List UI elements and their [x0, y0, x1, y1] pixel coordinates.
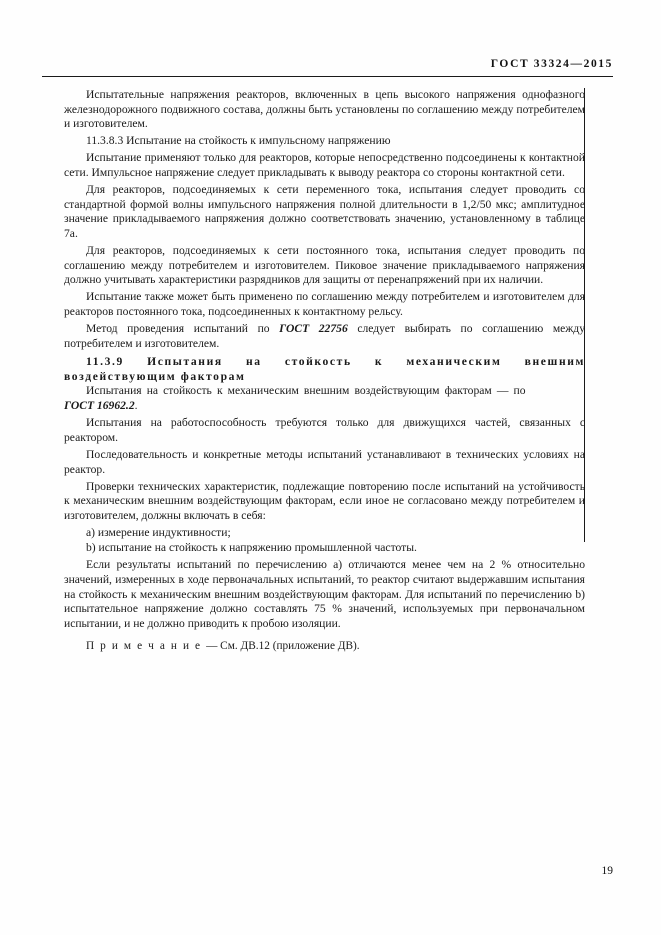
paragraph-3: Испытание применяют только для реакторов, которые непосредственно подсоединены к контактной сети. Импульсное напряжение следует прикладывать к выводу реактора со стороны контактной сети. — [64, 151, 585, 179]
paragraph-8-text-before: Испытания на стойкость к механическим внешним воздействующим факторам — по — [86, 384, 526, 398]
paragraph-9: Испытания на работоспособность требуются только для движущихся частей, связанных с реактором. — [64, 416, 585, 445]
standard-reference-gost-169622: ГОСТ 16962.2 — [64, 399, 135, 413]
page-header-standard: ГОСТ 33324—2015 — [490, 58, 613, 70]
paragraph-1: Испытательные напряжения реакторов, включенных в цепь высокого напряжения однофазного железнодорожного подвижного состава, должны быть установлены по соглашению между потребителем и изготовителем. — [64, 88, 585, 131]
list-item-a: a) измерение индуктивности; — [86, 526, 231, 540]
paragraph-11: Проверки технических характеристик, подлежащие повторению после испытаний на устойчивость к механическим внешним воздействующим факторам, если иное не согласовано между потребителем и изготовителем, должны включать в себя: — [64, 479, 585, 523]
note-block — [64, 639, 585, 654]
note-label: П р и м е ч а н и е — [86, 640, 207, 653]
paragraph-6: Испытание также может быть применено по соглашению между потребителем и изготовителем для реакторов постоянного тока, подсоединенных к контактному рельсу. — [64, 290, 585, 318]
paragraph-5: Для реакторов, подсоединяемых к сети постоянного тока, испытания следует проводить по соглашению между потребителем и изготовителем. Пиковое значение прикладываемого напряжения должно учитывать характеристики разрядников для защиты от перенапряжений при их наличии. — [64, 243, 585, 287]
document-body — [64, 88, 585, 654]
paragraph-14: Если результаты испытаний по перечислению a) отличаются менее чем на 2 % относительно значений, измеренных в ходе первоначальных испытаний, то реактор считают выдержавшим испытания на стойкость к механическим внешним воздействующим факторам. Для испытаний по перечислению b) испытательное напряжение должно составлять 75 % значений, используемых при первоначальном испытании, и не должно приводить к пробою изоляции. — [64, 558, 585, 630]
paragraph-8-text-after: . — [134, 399, 138, 413]
standard-reference-gost-22756: ГОСТ 22756 — [279, 321, 348, 335]
header-divider — [42, 76, 613, 77]
section-heading-1139: 11.3.9 Испытания на стойкость к механическим внешним воздействующим факторам — [64, 355, 585, 383]
paragraph-7-text-after: следует выбирать по соглашению между потребителем и изготовителем. — [64, 321, 586, 350]
list-item-b: b) испытание на стойкость к напряжению промышленной частоты. — [86, 541, 417, 555]
paragraph-4: Для реакторов, подсоединяемых к сети переменного тока, испытания следует проводить со стандартной формой волны импульсного напряжения полной длительности в 1,2/50 мкс; амплитудное значение прикладываемого напряжения должно соответствовать значению, установленному в таблице 7а. — [64, 183, 585, 240]
note-text: — См. ДВ.12 (приложение ДВ). — [206, 640, 360, 653]
paragraph-8-continued — [64, 399, 585, 414]
paragraph-7 — [64, 322, 585, 351]
paragraph-10: Последовательность и конкретные методы испытаний устанавливают в технических условиях на реактор. — [64, 448, 585, 476]
page-number: 19 — [601, 865, 613, 877]
paragraph-clause-11383: 11.3.8.3 Испытание на стойкость к импульсному напряжению — [86, 134, 391, 148]
paragraph-7-text-before: Метод проведения испытаний по — [86, 321, 280, 335]
paragraph-8 — [64, 384, 585, 399]
